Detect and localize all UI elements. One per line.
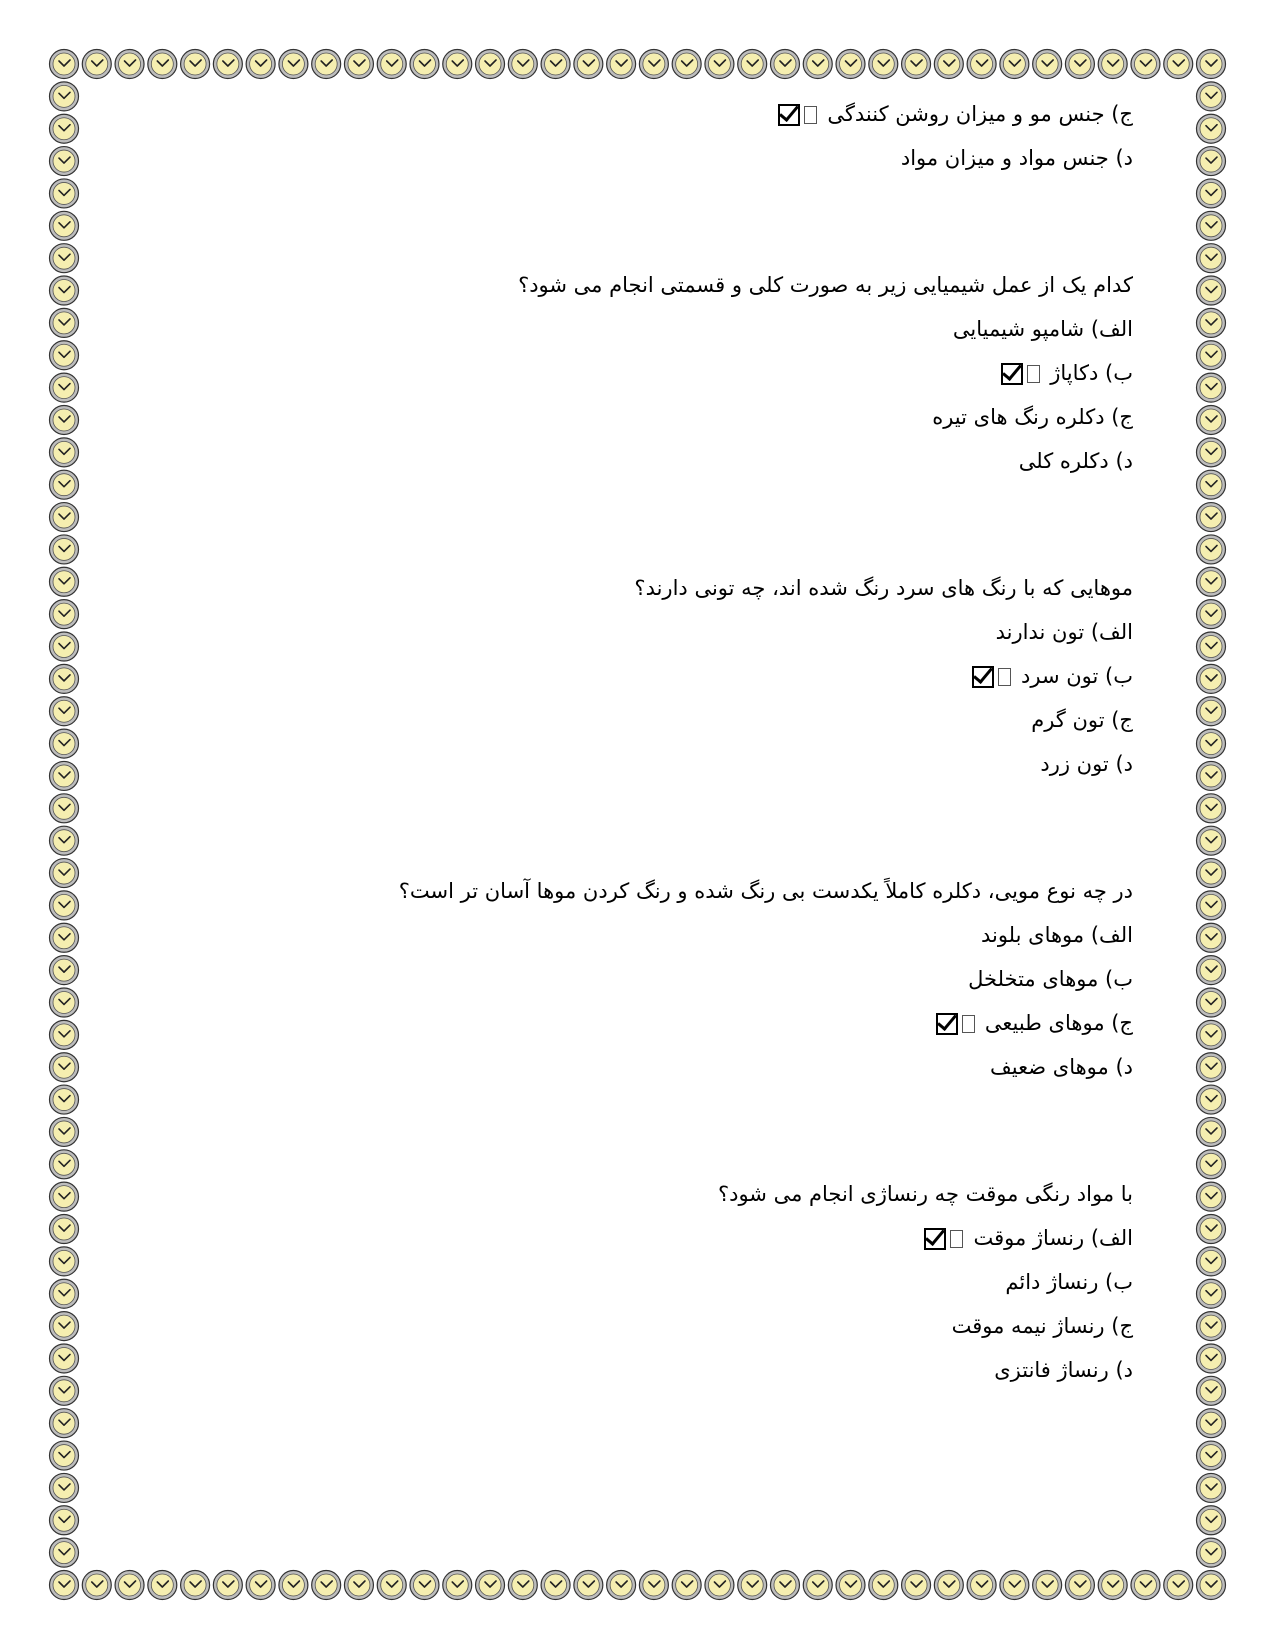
clock-icon [1197, 761, 1226, 790]
clock-icon [50, 1506, 79, 1535]
option-text: ب) رنساژ دائم [1005, 1270, 1133, 1294]
clock-icon [1197, 1053, 1226, 1082]
q1-option-a [133, 307, 1133, 351]
clock-icon [50, 308, 79, 337]
empty-box-icon [804, 106, 817, 124]
clock-icon [803, 1571, 832, 1600]
option-text: ج) تون گرم [1031, 708, 1133, 732]
clock-icon [508, 50, 537, 79]
clock-icon [50, 1247, 79, 1276]
clock-icon [1197, 1441, 1226, 1470]
clock-icon [50, 1279, 79, 1308]
clock-icon [50, 82, 79, 111]
clock-icon [869, 50, 898, 79]
clock-icon [1197, 1344, 1226, 1373]
clock-icon [1197, 535, 1226, 564]
clock-icon [1197, 470, 1226, 499]
answer-mark [924, 1216, 967, 1260]
clock-icon [1131, 50, 1160, 79]
clock-icon [869, 1571, 898, 1600]
clock-icon [1197, 988, 1226, 1017]
clock-icon [836, 1571, 865, 1600]
clock-icon [82, 1571, 111, 1600]
clock-icon [1197, 1182, 1226, 1211]
clock-icon [50, 632, 79, 661]
clock-icon [1197, 50, 1226, 79]
clock-icon [1197, 729, 1226, 758]
option-text: الف) شامپو شیمیایی [952, 317, 1133, 341]
clock-icon [705, 1571, 734, 1600]
clock-icon [1033, 1571, 1062, 1600]
clock-icon [672, 50, 701, 79]
clock-icon [1197, 600, 1226, 629]
clock-icon [1197, 826, 1226, 855]
clock-icon [50, 956, 79, 985]
checkmark-icon [936, 1013, 958, 1035]
clock-icon [50, 859, 79, 888]
clock-icon [1197, 794, 1226, 823]
clock-icon [574, 1571, 603, 1600]
clock-icon [672, 1571, 701, 1600]
clock-icon [1164, 1571, 1193, 1600]
clock-icon [1197, 114, 1226, 143]
clock-icon [50, 341, 79, 370]
clock-icon [1197, 373, 1226, 402]
clock-icon [181, 1571, 210, 1600]
clock-icon [541, 50, 570, 79]
q1-option-c [133, 395, 1133, 439]
clock-icon [50, 1441, 79, 1470]
q4-option-a [133, 1216, 1133, 1260]
clock-icon [50, 179, 79, 208]
answer-mark [778, 92, 821, 136]
option-text: ب) تون سرد [1021, 664, 1133, 688]
clock-icon [148, 50, 177, 79]
clock-icon [410, 1571, 439, 1600]
clock-icon [50, 244, 79, 273]
clock-icon [770, 1571, 799, 1600]
clock-icon [50, 211, 79, 240]
clock-icon [50, 438, 79, 467]
clock-icon [377, 1571, 406, 1600]
clock-icon [1197, 1473, 1226, 1502]
empty-box-icon [998, 668, 1011, 686]
clock-icon [1197, 82, 1226, 111]
option-text: د) تون زرد [1040, 752, 1133, 776]
clock-icon [607, 50, 636, 79]
q0-option-c [133, 92, 1133, 136]
clock-icon [50, 1538, 79, 1567]
clock-icon [50, 276, 79, 305]
q3-option-a [133, 913, 1133, 957]
clock-icon [1197, 179, 1226, 208]
clock-icon [50, 1571, 79, 1600]
clock-icon [377, 50, 406, 79]
clock-icon [1197, 567, 1226, 596]
clock-icon [934, 50, 963, 79]
clock-icon [148, 1571, 177, 1600]
option-text: د) رنساژ فانتزی [994, 1358, 1133, 1382]
q1-option-b [133, 351, 1133, 395]
clock-icon [1098, 50, 1127, 79]
clock-icon [443, 1571, 472, 1600]
clock-icon [1164, 50, 1193, 79]
clock-icon [50, 1182, 79, 1211]
clock-icon [50, 535, 79, 564]
clock-icon [1197, 1020, 1226, 1049]
clock-icon [1197, 1376, 1226, 1405]
clock-icon [541, 1571, 570, 1600]
clock-icon [1197, 1571, 1226, 1600]
q3-option-d [133, 1045, 1133, 1089]
clock-icon [902, 1571, 931, 1600]
option-text: ب) موهای متخلخل [968, 967, 1133, 991]
clock-icon [50, 405, 79, 434]
clock-icon [1197, 341, 1226, 370]
clock-icon [50, 1085, 79, 1114]
checkmark-icon [778, 104, 800, 126]
clock-icon [50, 1312, 79, 1341]
clock-icon [344, 50, 373, 79]
clock-icon [1197, 859, 1226, 888]
clock-icon [1065, 50, 1094, 79]
q3-question: در چه نوع مویی، دکلره کاملاً یکدست بی رنگ شده و رنگ کردن موها آسان تر است؟ [398, 879, 1133, 903]
clock-icon [1197, 923, 1226, 952]
q1-option-d [133, 439, 1133, 483]
clock-icon [1197, 1409, 1226, 1438]
clock-icon [213, 1571, 242, 1600]
clock-icon [1197, 1506, 1226, 1535]
clock-icon [738, 50, 767, 79]
clock-icon [344, 1571, 373, 1600]
q2-option-d [133, 742, 1133, 786]
option-text: ج) موهای طبیعی [984, 1011, 1133, 1035]
q3-option-c [133, 1001, 1133, 1045]
clock-icon [50, 1020, 79, 1049]
clock-icon [410, 50, 439, 79]
empty-box-icon [950, 1230, 963, 1248]
clock-icon [312, 1571, 341, 1600]
clock-icon [50, 50, 79, 79]
clock-icon [181, 50, 210, 79]
option-text: ج) جنس مو و میزان روشن کنندگی [827, 102, 1133, 126]
clock-icon [1197, 1279, 1226, 1308]
clock-icon [476, 1571, 505, 1600]
clock-icon [50, 1376, 79, 1405]
empty-box-icon [962, 1015, 975, 1033]
clock-icon [312, 50, 341, 79]
clock-icon [1098, 1571, 1127, 1600]
option-text: ج) دکلره رنگ های تیره [932, 405, 1133, 429]
clock-icon [1197, 276, 1226, 305]
clock-icon [1000, 50, 1029, 79]
clock-icon [902, 50, 931, 79]
option-text: الف) رنساژ موقت [973, 1226, 1133, 1250]
clock-icon [1197, 891, 1226, 920]
clock-icon [50, 600, 79, 629]
q1-question: کدام یک از عمل شیمیایی زیر به صورت کلی و قسمتی انجام می شود؟ [518, 273, 1133, 297]
clock-icon [50, 1117, 79, 1146]
clock-icon [1197, 1085, 1226, 1114]
clock-icon [50, 373, 79, 402]
clock-icon [50, 1215, 79, 1244]
answer-mark [936, 1001, 979, 1045]
q2-option-c [133, 698, 1133, 742]
checkmark-icon [1001, 363, 1023, 385]
option-text: د) موهای ضعیف [990, 1055, 1133, 1079]
clock-icon [50, 891, 79, 920]
clock-icon [1197, 1538, 1226, 1567]
option-text: ب) دکاپاژ [1050, 361, 1133, 385]
clock-icon [1197, 1247, 1226, 1276]
clock-icon [967, 1571, 996, 1600]
clock-icon [1197, 211, 1226, 240]
clock-icon [1033, 50, 1062, 79]
clock-icon [50, 114, 79, 143]
clock-icon [50, 147, 79, 176]
q2-option-a [133, 610, 1133, 654]
empty-box-icon [1027, 365, 1040, 383]
option-text: د) دکلره کلی [1018, 449, 1133, 473]
quiz-content [133, 92, 1133, 1392]
clock-icon [574, 50, 603, 79]
clock-icon [1197, 503, 1226, 532]
clock-icon [934, 1571, 963, 1600]
q4-option-b [133, 1260, 1133, 1304]
clock-icon [50, 988, 79, 1017]
clock-icon [50, 567, 79, 596]
clock-icon [1000, 1571, 1029, 1600]
clock-icon [1197, 147, 1226, 176]
clock-icon [1197, 244, 1226, 273]
clock-icon [607, 1571, 636, 1600]
clock-icon [50, 1473, 79, 1502]
checkmark-icon [972, 666, 994, 688]
clock-icon [279, 1571, 308, 1600]
q3-option-b [133, 957, 1133, 1001]
clock-icon [1197, 1312, 1226, 1341]
clock-icon [1197, 697, 1226, 726]
clock-icon [639, 1571, 668, 1600]
clock-icon [213, 50, 242, 79]
q2-question: موهایی که با رنگ های سرد رنگ شده اند، چه تونی دارند؟ [634, 576, 1133, 600]
clock-icon [115, 50, 144, 79]
clock-icon [803, 50, 832, 79]
clock-icon [246, 1571, 275, 1600]
q0-option-d [133, 136, 1133, 180]
clock-icon [1197, 632, 1226, 661]
clock-icon [738, 1571, 767, 1600]
clock-icon [836, 50, 865, 79]
clock-icon [50, 923, 79, 952]
clock-icon [1197, 664, 1226, 693]
checkmark-icon [924, 1228, 946, 1250]
clock-icon [1197, 956, 1226, 985]
clock-icon [115, 1571, 144, 1600]
clock-icon [50, 470, 79, 499]
clock-icon [50, 1150, 79, 1179]
clock-icon [1131, 1571, 1160, 1600]
clock-icon [1197, 438, 1226, 467]
clock-icon [1197, 1117, 1226, 1146]
clock-icon [443, 50, 472, 79]
clock-icon [50, 729, 79, 758]
clock-icon [50, 1344, 79, 1373]
answer-mark [972, 654, 1015, 698]
clock-icon [50, 1409, 79, 1438]
clock-icon [50, 1053, 79, 1082]
q4-question: با مواد رنگی موقت چه رنساژی انجام می شود؟ [717, 1182, 1133, 1206]
q4-option-d [133, 1348, 1133, 1392]
clock-icon [246, 50, 275, 79]
clock-icon [508, 1571, 537, 1600]
clock-icon [82, 50, 111, 79]
clock-icon [50, 697, 79, 726]
q2-option-b [133, 654, 1133, 698]
option-text: ج) رنساژ نیمه موقت [951, 1314, 1133, 1338]
option-text: د) جنس مواد و میزان مواد [900, 146, 1133, 170]
clock-icon [50, 761, 79, 790]
clock-icon [1065, 1571, 1094, 1600]
clock-icon [50, 664, 79, 693]
answer-mark [1001, 351, 1044, 395]
clock-icon [50, 826, 79, 855]
clock-icon [279, 50, 308, 79]
q4-option-c [133, 1304, 1133, 1348]
clock-icon [1197, 1150, 1226, 1179]
clock-icon [1197, 405, 1226, 434]
clock-icon [639, 50, 668, 79]
clock-icon [1197, 1215, 1226, 1244]
clock-icon [967, 50, 996, 79]
option-text: الف) تون ندارند [995, 620, 1133, 644]
clock-icon [770, 50, 799, 79]
option-text: الف) موهای بلوند [980, 923, 1133, 947]
clock-icon [705, 50, 734, 79]
clock-icon [50, 794, 79, 823]
clock-icon [50, 503, 79, 532]
clock-icon [1197, 308, 1226, 337]
clock-icon [476, 50, 505, 79]
